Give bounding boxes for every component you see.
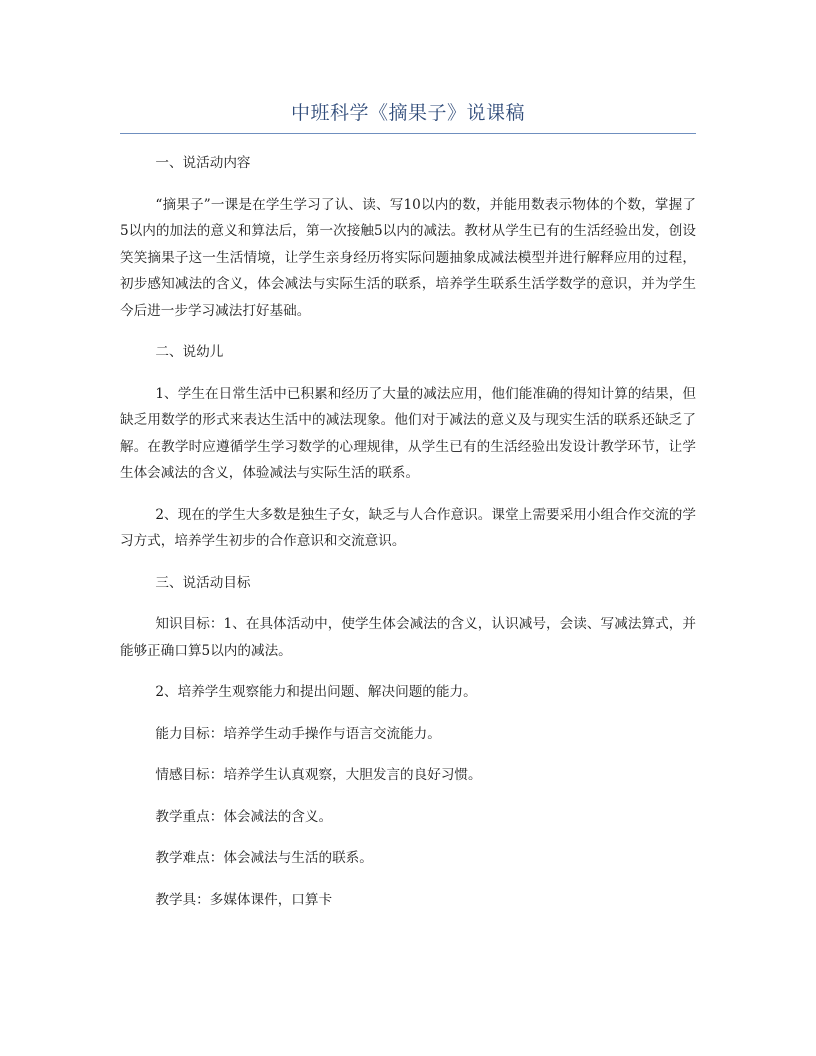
document-title: 中班科学《摘果子》说课稿 [290, 102, 525, 124]
paragraph-difficulty: 教学难点：体会减法与生活的联系。 [155, 850, 373, 866]
paragraph-teaching-aids: 教学具：多媒体课件，口算卡 [155, 891, 333, 908]
paragraph-emotion-goal: 情感目标：培养学生认真观察，大胆发言的良好习惯。 [155, 767, 482, 783]
paragraph-children-2: 2、现在的学生大多数是独生子女，缺乏与人合作意识。课堂上需要采用小组合作交流的学习方式，培养学生初步的合作意识和交流意识。 [120, 506, 696, 549]
paragraph-activity-content: “摘果子”一课是在学生学习了认、读、写10以内的数，并能用数表示物体的个数，掌握了5以内的加法的意义和算法后，第一次接触5以内的减法。教材从学生已有的生活经验出发，创设笑笑摘果子这一生活情境，让学生亲身经历将实际问题抽象成减法模型并进行解释应用的过程，初步感知减法的含义，体会减法与实际生活的联系，培养学生联系生活学数学的意识，并为学生今后进一步学习减法打好基础。 [120, 196, 696, 319]
paragraph-ability-goal: 能力目标：培养学生动手操作与语言交流能力。 [155, 725, 441, 742]
paragraph-children-1: 1、学生在日常生活中已积累和经历了大量的减法应用，他们能准确的得知计算的结果，但缺乏用数学的形式来表达生活中的减法现象。他们对于减法的意义及与现实生活的联系还缺乏了解。在教学时应遵循学生学习数学的心理规律，从学生已有的生活经验出发设计教学环节，让学生体会减法的含义，体验减法与实际生活的联系。 [120, 385, 696, 481]
section-heading-activity-content: 一、说活动内容 [155, 155, 251, 171]
section-heading-children: 二、说幼儿 [155, 344, 224, 360]
section-heading-goals: 三、说活动目标 [155, 574, 251, 591]
paragraph-knowledge-goal: 知识目标：1、在具体活动中，使学生体会减法的含义，认识减号，会读、写减法算式，并能够正确口算5以内的减法。 [120, 616, 696, 659]
paragraph-key-point: 教学重点：体会减法的含义。 [155, 808, 333, 825]
title-divider [120, 133, 696, 134]
document-body [120, 150, 696, 928]
paragraph-goal-2: 2、培养学生观察能力和提出问题、解决问题的能力。 [155, 684, 477, 700]
